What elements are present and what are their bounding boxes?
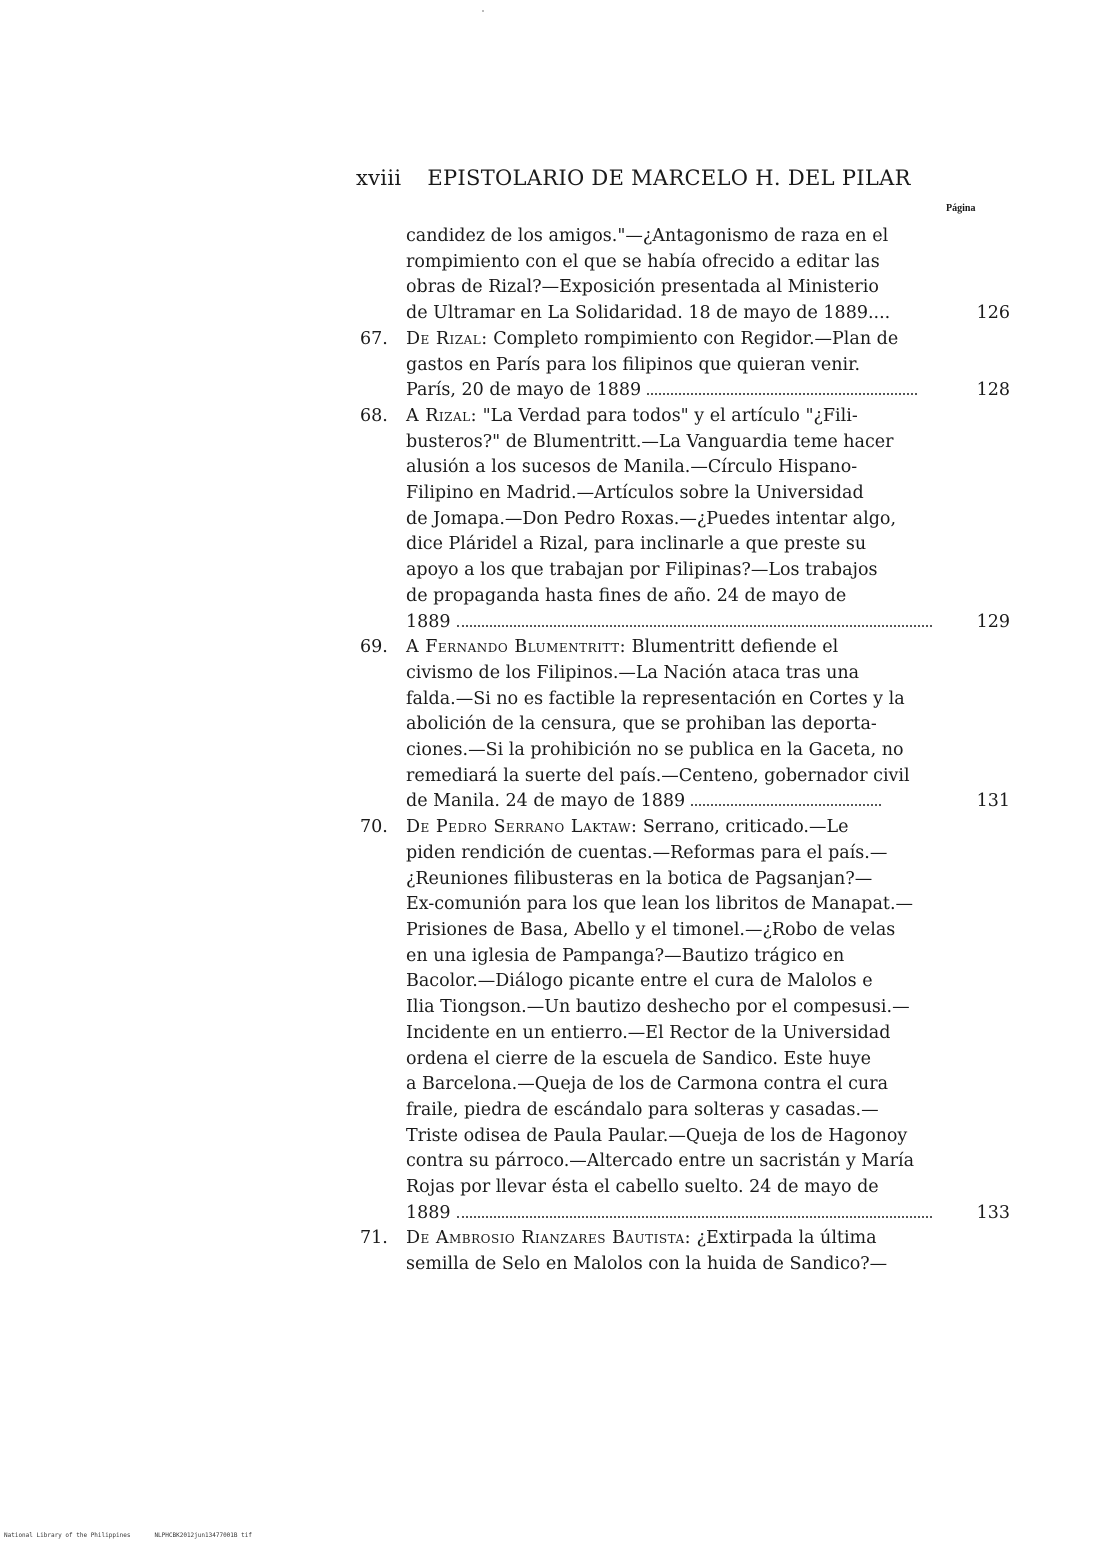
entry-number: 70. [360,817,388,838]
entry-line: de Jomapa.—Don Pedro Roxas.—¿Puedes intentar algo, [406,508,897,529]
entry-line: 1889 [406,611,451,632]
dot-leader [457,615,932,627]
entry-line: alusión a los sucesos de Manila.—Círculo Hispano- [406,457,858,478]
entry-addressee: A Fernando Blumentritt: [406,637,627,658]
page-folio: xviii [356,166,402,190]
entry-line: Blumentritt defiende el [631,637,839,658]
entry-line: apoyo a los que trabajan por Filipinas?—Los trabajos [406,560,878,581]
entry-line: remediará la suerte del país.—Centeno, gobernador civil [406,765,910,786]
entry-line: Completo rompimiento con Regidor.—Plan de [493,328,899,349]
entry-line: "La Verdad para todos" y el artículo "¿Fili- [482,405,858,426]
toc-entry-71 [360,1226,1010,1277]
toc-entry-69 [360,635,1010,815]
entry-line: de Manila. 24 de mayo de 1889 [406,791,686,812]
running-head [356,166,956,190]
entry-line: gastos en París para los filipinos que quieran venir. [406,354,861,375]
entry-text [406,1226,941,1277]
entry-line: 1889 [406,1202,451,1223]
entry-addressee: De Pedro Serrano Laktaw: [406,817,638,838]
entry-number: 71. [360,1228,388,1249]
entry-number: 69. [360,637,388,658]
entry-line: Triste odisea de Paula Paular.—Queja de los de Hagonoy [406,1125,908,1146]
library-credit: National Library of the Philippines [4,1532,131,1539]
entry-line: ciones.—Si la prohibición no se publica en la Gaceta, no [406,740,904,761]
toc-entry-continued [360,224,1010,327]
entry-addressee: De Rizal: [406,328,488,349]
entry-line: en una iglesia de Pampanga?—Bautizo trágico en [406,945,845,966]
scan-footer [4,1532,276,1539]
entry-line: piden rendición de cuentas.—Reformas para el país.— [406,842,888,863]
entry-addressee: A Rizal: [406,405,477,426]
entry-line: civismo de los Filipinos.—La Nación ataca tras una [406,662,860,683]
entry-addressee: De Ambrosio Rianzares Bautista: [406,1228,692,1249]
entry-line: fraile, piedra de escándalo para solteras y casadas.— [406,1099,879,1120]
entry-line: Filipino en Madrid.—Artículos sobre la Universidad [406,483,864,504]
entry-text [406,815,941,1226]
entry-page-number: 131 [976,791,1010,812]
entry-line: Rojas por llevar ésta el cabello suelto. 24 de mayo de [406,1177,879,1198]
dot-leader [647,383,917,395]
entry-page-number: 126 [976,303,1010,324]
entry-page-number: 129 [976,611,1010,632]
entry-line: Incidente en un entierro.—El Rector de la Universidad [406,1022,891,1043]
entry-line: ¿Reuniones filibusteras en la botica de Pagsanjan?— [406,868,873,889]
scan-speck [482,10,484,12]
entry-line: rompimiento con el que se había ofrecido a editar las [406,251,880,272]
entry-line: a Barcelona.—Queja de los de Carmona contra el cura [406,1074,889,1095]
toc-entry-68 [360,404,1010,635]
entry-line: contra su párroco.—Altercado entre un sacristán y María [406,1151,915,1172]
entry-text [406,224,941,327]
entry-line: candidez de los amigos."—¿Antagonismo de raza en el [406,226,889,246]
toc-entry-67 [360,327,1010,404]
entry-line: Ilia Tiongson.—Un bautizo deshecho por el compesusi.— [406,997,910,1018]
entry-line: de propaganda hasta fines de año. 24 de mayo de [406,585,847,606]
entry-line: dice Pláridel a Rizal, para inclinarle a que preste su [406,534,867,555]
entry-number: 67. [360,328,388,349]
entry-page-number: 128 [976,380,1010,401]
dot-leader [457,1206,932,1218]
entry-number: 68. [360,405,388,426]
table-of-contents [360,224,1010,1278]
entry-line: semilla de Selo en Malolos con la huida de Sandico?— [406,1254,888,1275]
entry-line: abolición de la censura, que se prohiban las deporta- [406,714,877,735]
entry-line: obras de Rizal?—Exposición presentada al Ministerio [406,277,879,298]
entry-text [406,635,941,815]
dot-leader [691,794,881,806]
page-column-label: Página [946,203,976,214]
entry-line: ordena el cierre de la escuela de Sandico. Este huye [406,1048,871,1069]
book-title: EPISTOLARIO DE MARCELO H. DEL PILAR [427,166,911,190]
entry-line: Serrano, criticado.—Le [642,817,849,838]
entry-text [406,404,941,635]
entry-page-number: 133 [976,1202,1010,1223]
entry-line: de Ultramar en La Solidaridad. 18 de mayo de 1889.... [406,303,891,324]
entry-line: Ex-comunión para los que lean los libritos de Manapat.— [406,894,914,915]
entry-line: ¿Extirpada la última [696,1228,877,1249]
entry-line: Bacolor.—Diálogo picante entre el cura de Malolos e [406,971,873,992]
entry-line: París, 20 de mayo de 1889 [406,380,642,401]
scan-file-code: NLPHCBK2012jun13477001B tif [154,1532,252,1539]
entry-text [406,327,941,404]
entry-line: busteros?" de Blumentritt.—La Vanguardia teme hacer [406,431,894,452]
entry-line: Prisiones de Basa, Abello y el timonel.—¿Robo de velas [406,919,896,940]
toc-entry-70 [360,815,1010,1226]
entry-line: falda.—Si no es factible la representación en Cortes y la [406,688,905,709]
